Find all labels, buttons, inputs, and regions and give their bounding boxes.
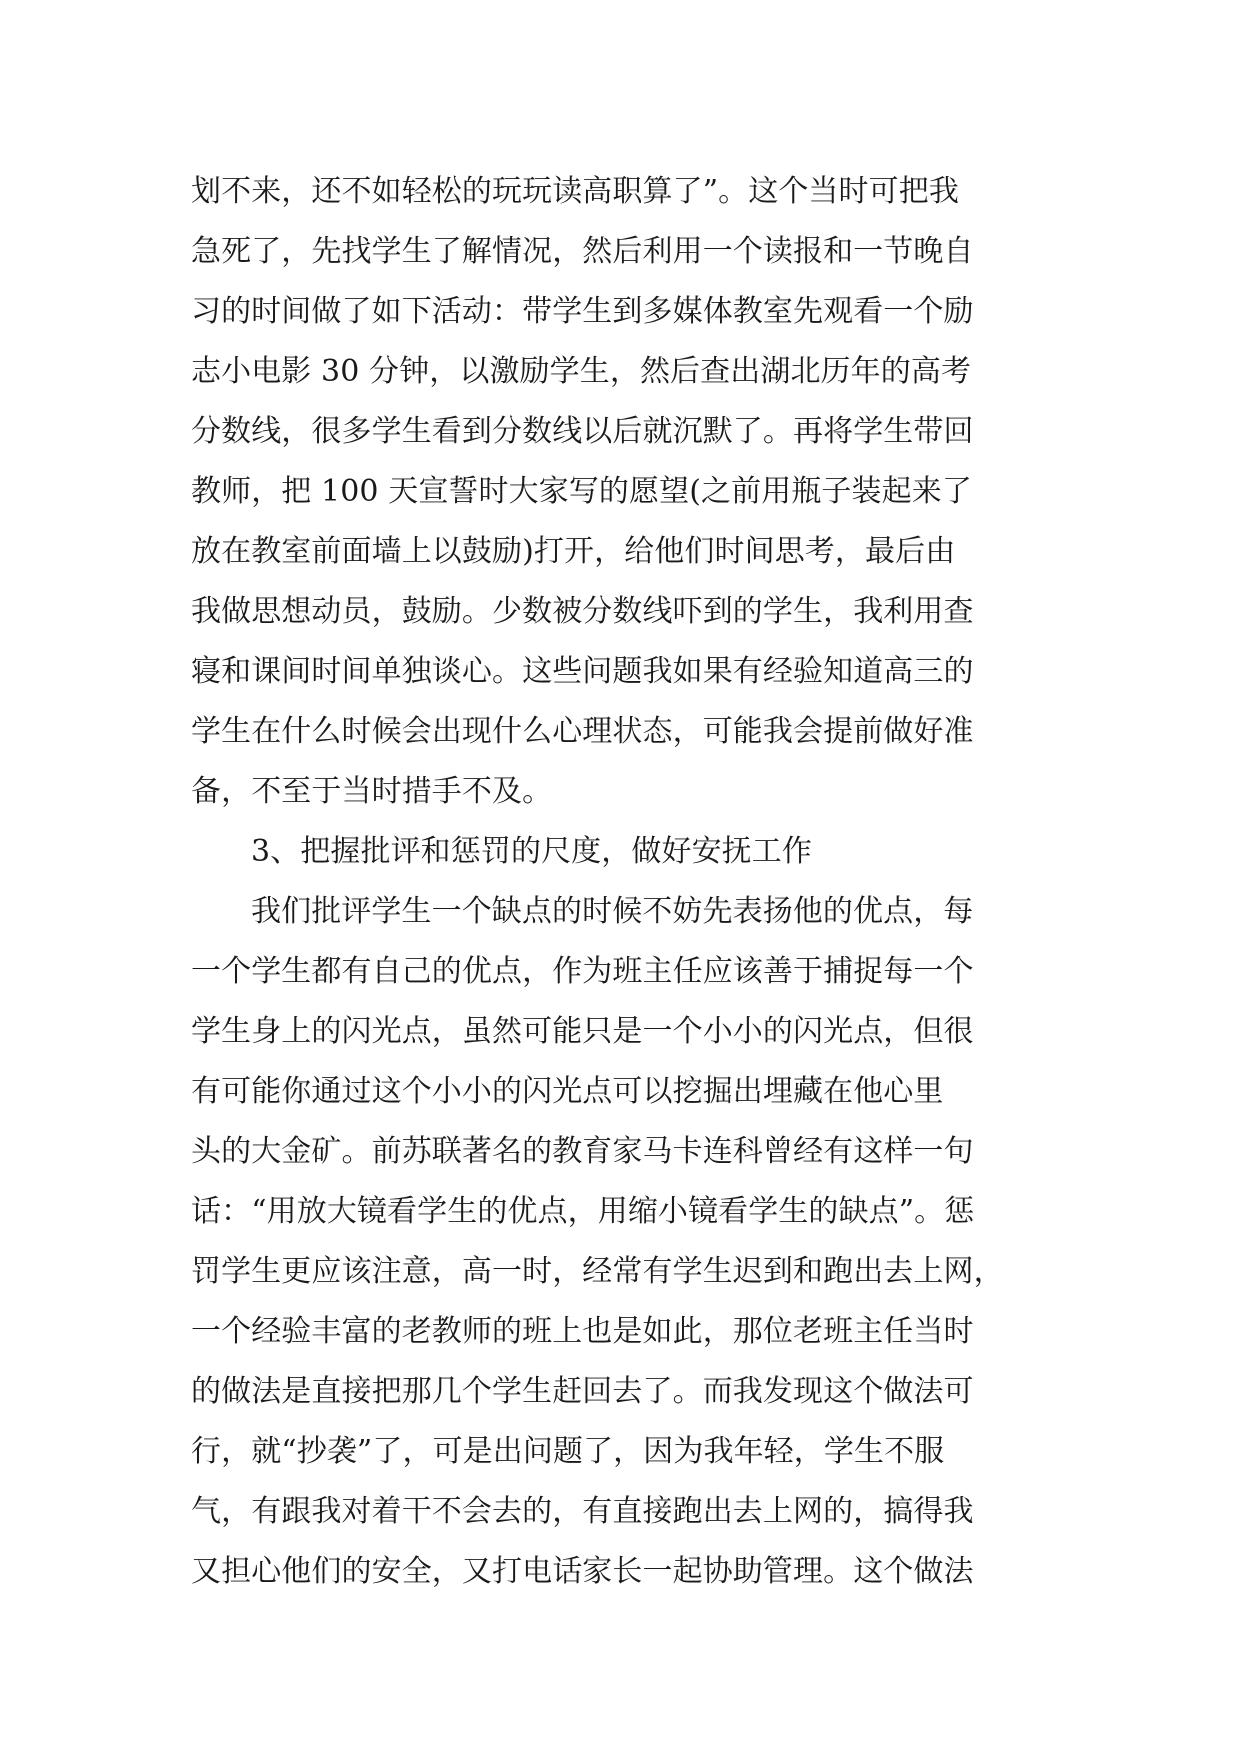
text-line: 学生在什么时候会出现什么心理状态，可能我会提前做好准: [191, 714, 974, 749]
text-line: 教师，把 100 天宣誓时大家写的愿望(之前用瓶子装起来了: [191, 474, 972, 509]
text-line: 习的时间做了如下活动：带学生到多媒体教室先观看一个励: [191, 294, 974, 329]
text-line: 有可能你通过这个小小的闪光点可以挖掘出埋藏在他心里: [191, 1074, 944, 1109]
text-line: 罚学生更应该注意，高一时，经常有学生迟到和跑出去上网，: [191, 1254, 1004, 1289]
text-line: 划不来，还不如轻松的玩玩读高职算了”。这个当时可把我: [191, 174, 959, 209]
section-heading: 3、把握批评和惩罚的尺度，做好安抚工作: [251, 834, 812, 869]
text-line: 又担心他们的安全，又打电话家长一起协助管理。这个做法: [191, 1554, 974, 1589]
body-text: [191, 162, 1051, 1602]
text-line: 行，就“抄袭”了，可是出问题了，因为我年轻，学生不服: [191, 1434, 945, 1469]
text-line: 我做思想动员，鼓励。少数被分数线吓到的学生，我利用查: [191, 594, 974, 629]
text-line: 气，有跟我对着干不会去的，有直接跑出去上网的，搞得我: [191, 1494, 974, 1529]
text-line: 话：“用放大镜看学生的优点，用缩小镜看学生的缺点”。惩: [191, 1194, 975, 1229]
text-line: 志小电影 30 分钟，以激励学生，然后查出湖北历年的高考: [191, 354, 972, 389]
paragraph-first-line: 我们批评学生一个缺点的时候不妨先表扬他的优点，每: [251, 894, 974, 929]
text-line: 寝和课间时间单独谈心。这些问题我如果有经验知道高三的: [191, 654, 974, 689]
text-line: 放在教室前面墙上以鼓励)打开，给他们时间思考，最后由: [191, 534, 956, 569]
text-line: 分数线，很多学生看到分数线以后就沉默了。再将学生带回: [191, 414, 974, 449]
text-line: 头的大金矿。前苏联著名的教育家马卡连科曾经有这样一句: [191, 1134, 974, 1169]
text-line: 急死了，先找学生了解情况，然后利用一个读报和一节晚自: [191, 234, 974, 269]
text-line: 学生身上的闪光点，虽然可能只是一个小小的闪光点，但很: [191, 1014, 974, 1049]
text-line: 一个学生都有自己的优点，作为班主任应该善于捕捉每一个: [191, 954, 974, 989]
text-line: 一个经验丰富的老教师的班上也是如此，那位老班主任当时: [191, 1314, 974, 1349]
text-line: 备，不至于当时措手不及。: [191, 774, 553, 809]
text-line: 的做法是直接把那几个学生赶回去了。而我发现这个做法可: [191, 1374, 974, 1409]
